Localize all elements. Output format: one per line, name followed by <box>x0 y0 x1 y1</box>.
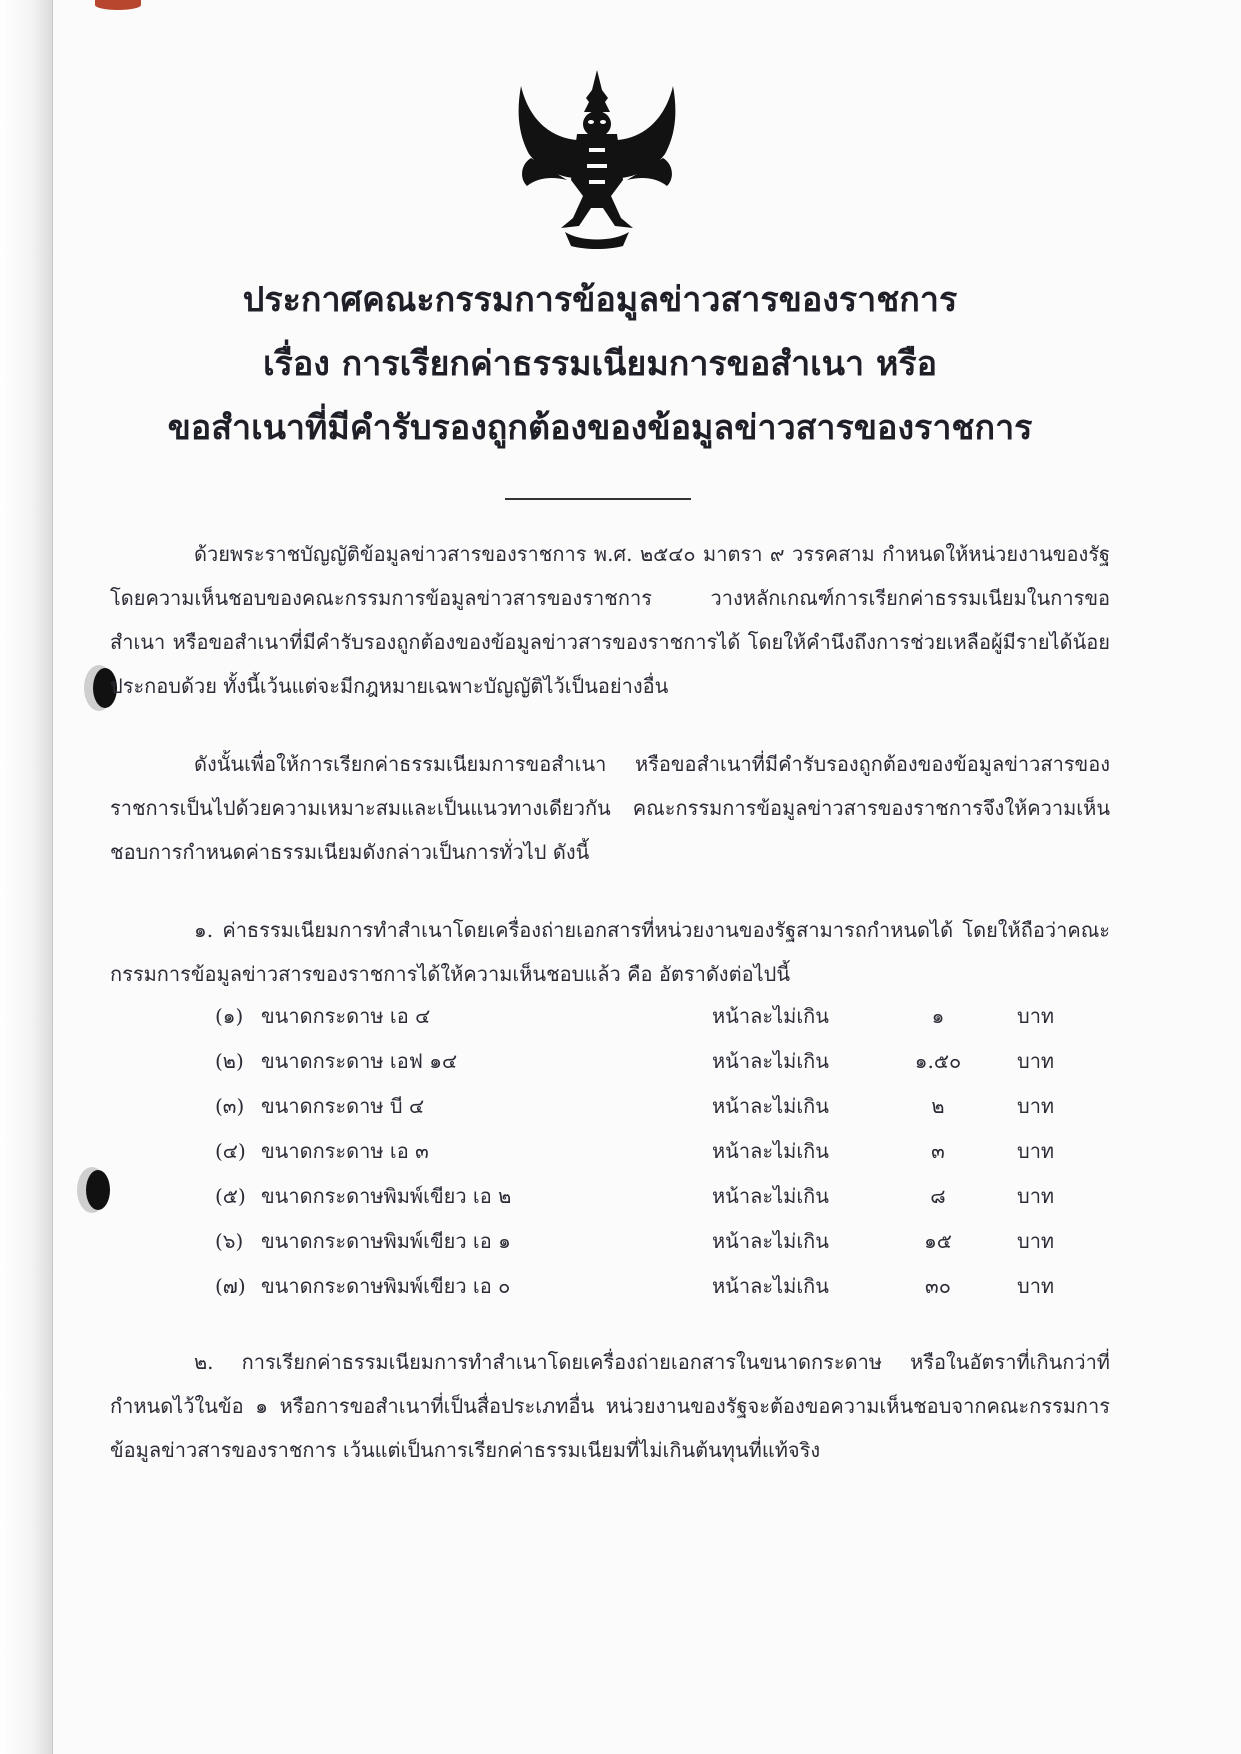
fee-number: (๒) <box>215 1049 244 1073</box>
fee-unit: บาท <box>1017 1184 1055 1208</box>
fee-row <box>215 1000 1075 1045</box>
fee-limit-label: หน้าละไม่เกิน <box>712 1004 829 1028</box>
fee-table <box>215 1000 1075 1315</box>
fee-amount: ๑.๕๐ <box>914 1049 962 1073</box>
fee-paper-size: ขนาดกระดาษ เอ ๔ <box>261 1004 431 1028</box>
fee-limit-label: หน้าละไม่เกิน <box>712 1094 829 1118</box>
paragraph-text: ๑. ค่าธรรมเนียมการทำสำเนาโดยเครื่องถ่ายเอกสารที่หน่วยงานของรัฐสามารถกำหนดได้ โดยให้ถือว่าคณะกรรมการข้อมูลข่าวสารของราชการได้ให้ความเห็นชอบแล้ว คือ อัตราดังต่อไปนี้ <box>110 918 1110 986</box>
paragraph-text: ๒. การเรียกค่าธรรมเนียมการทำสำเนาโดยเครื่องถ่ายเอกสารในขนาดกระดาษ หรือในอัตราที่เกินกว่าที่กำหนดไว้ในข้อ ๑ หรือการขอสำเนาที่เป็นสื่อประเภทอื่น หน่วยงานของรัฐจะต้องขอความเห็นชอบจากคณะกรรมการข้อมูลข่าวสารของราชการ เว้นแต่เป็นการเรียกค่าธรรมเนียมที่ไม่เกินต้นทุนที่แท้จริง <box>110 1350 1110 1462</box>
fee-limit-label: หน้าละไม่เกิน <box>712 1049 829 1073</box>
garuda-emblem-icon <box>511 68 683 250</box>
fee-paper-size: ขนาดกระดาษ เอฟ ๑๔ <box>261 1049 458 1073</box>
fee-limit-label: หน้าละไม่เกิน <box>712 1229 829 1253</box>
fee-number: (๑) <box>215 1004 244 1028</box>
punch-hole <box>86 1170 110 1210</box>
fee-number: (๖) <box>215 1229 244 1253</box>
paragraph-clause-1 <box>110 908 1110 996</box>
fee-limit-label: หน้าละไม่เกิน <box>712 1184 829 1208</box>
fee-paper-size: ขนาดกระดาษ เอ ๓ <box>261 1139 429 1163</box>
binding-edge <box>0 0 52 1754</box>
fee-paper-size: ขนาดกระดาษพิมพ์เขียว เอ ๑ <box>261 1229 511 1253</box>
paragraph-clause-2 <box>110 1340 1110 1472</box>
fee-unit: บาท <box>1017 1004 1055 1028</box>
fee-number: (๔) <box>215 1139 246 1163</box>
fee-row <box>215 1090 1075 1135</box>
fee-limit-label: หน้าละไม่เกิน <box>712 1274 829 1298</box>
fee-number: (๓) <box>215 1094 245 1118</box>
document-title-line-3: ขอสำเนาที่มีคำรับรองถูกต้องของข้อมูลข่าวสารของราชการ <box>167 408 1033 448</box>
fee-unit: บาท <box>1017 1229 1055 1253</box>
fee-number: (๗) <box>215 1274 246 1298</box>
fee-paper-size: ขนาดกระดาษพิมพ์เขียว เอ ๒ <box>261 1184 512 1208</box>
fee-amount: ๒ <box>931 1094 945 1118</box>
fee-amount: ๑ <box>931 1004 945 1028</box>
fee-unit: บาท <box>1017 1094 1055 1118</box>
fee-unit: บาท <box>1017 1139 1055 1163</box>
fee-row <box>215 1180 1075 1225</box>
document-page <box>52 0 1241 1754</box>
fee-amount: ๓๐ <box>925 1274 951 1298</box>
fee-row <box>215 1135 1075 1180</box>
fee-amount: ๓ <box>931 1139 945 1163</box>
fee-paper-size: ขนาดกระดาษพิมพ์เขียว เอ ๐ <box>261 1274 511 1298</box>
fee-limit-label: หน้าละไม่เกิน <box>712 1139 829 1163</box>
paragraph-preamble <box>110 532 1110 708</box>
document-title-line-1: ประกาศคณะกรรมการข้อมูลข่าวสารของราชการ <box>242 280 958 320</box>
fee-row <box>215 1045 1075 1090</box>
fee-number: (๕) <box>215 1184 246 1208</box>
fee-row <box>215 1225 1075 1270</box>
fee-unit: บาท <box>1017 1049 1055 1073</box>
paragraph-text: ด้วยพระราชบัญญัติข้อมูลข่าวสารของราชการ พ.ศ. ๒๕๔๐ มาตรา ๙ วรรคสาม กำหนดให้หน่วยงานของรัฐโดยความเห็นชอบของคณะกรรมการข้อมูลข่าวสารของราชการ วางหลักเกณฑ์การเรียกค่าธรรมเนียมในการขอสำเนา หรือขอสำเนาที่มีคำรับรองถูกต้องของข้อมูลข่าวสารของราชการได้ โดยให้คำนึงถึงการช่วยเหลือผู้มีรายได้น้อยประกอบด้วย ทั้งนี้เว้นแต่จะมีกฎหมายเฉพาะบัญญัติไว้เป็นอย่างอื่น <box>110 542 1110 698</box>
fee-row <box>215 1270 1075 1315</box>
paragraph-purpose <box>110 742 1110 874</box>
fee-unit: บาท <box>1017 1274 1055 1298</box>
title-divider <box>505 498 691 500</box>
fee-paper-size: ขนาดกระดาษ บี ๔ <box>261 1094 425 1118</box>
paragraph-text: ดังนั้นเพื่อให้การเรียกค่าธรรมเนียมการขอสำเนา หรือขอสำเนาที่มีคำรับรองถูกต้องของข้อมูลข่าวสารของราชการเป็นไปด้วยความเหมาะสมและเป็นแนวทางเดียวกัน คณะกรรมการข้อมูลข่าวสารของราชการจึงให้ความเห็นชอบการกำหนดค่าธรรมเนียมดังกล่าวเป็นการทั่วไป ดังนี้ <box>110 752 1110 864</box>
document-title-line-2: เรื่อง การเรียกค่าธรรมเนียมการขอสำเนา หรือ <box>262 344 938 384</box>
fee-amount: ๘ <box>930 1184 946 1208</box>
corner-mark <box>95 0 141 10</box>
fee-amount: ๑๕ <box>924 1229 952 1253</box>
